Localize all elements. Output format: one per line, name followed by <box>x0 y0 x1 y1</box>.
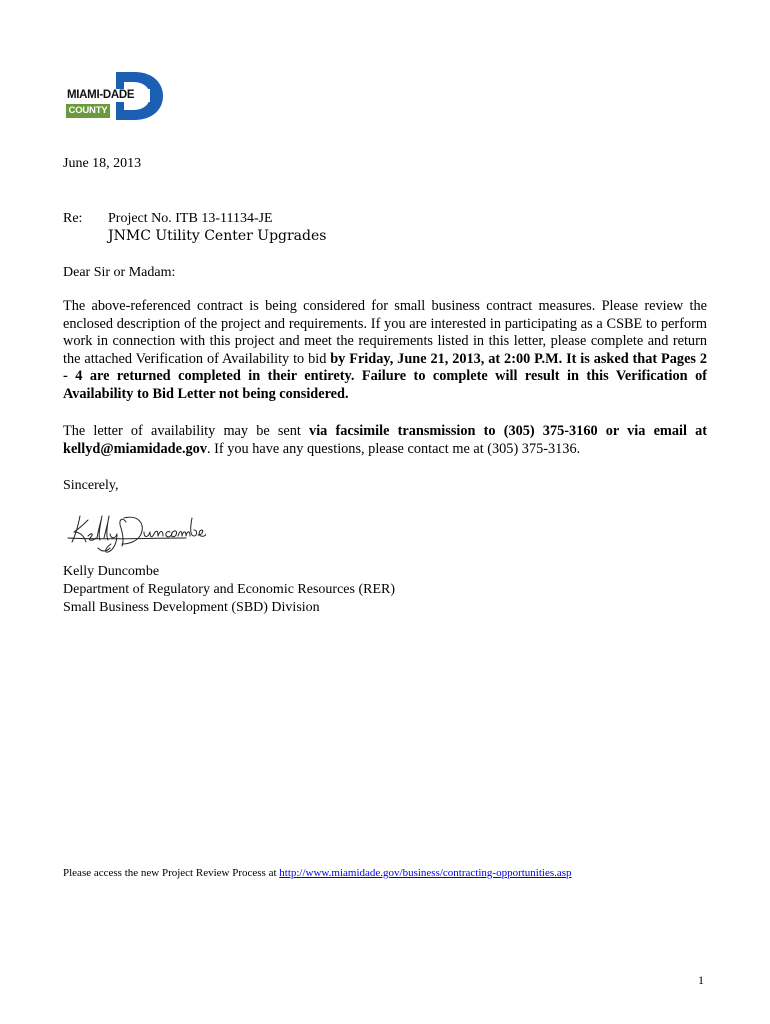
letter-date: June 18, 2013 <box>63 156 142 171</box>
handwritten-signature <box>66 508 206 558</box>
paragraph-submission <box>63 423 707 458</box>
salutation: Dear Sir or Madam: <box>63 265 176 280</box>
miami-dade-county-logo <box>64 71 164 121</box>
signer-division: Small Business Development (SBD) Division <box>63 600 320 615</box>
paragraph-submission-text-b: . If you have any questions, please contact me at (305) 375-3136. <box>206 440 581 457</box>
footer-note-text: Please access the new Project Review Process at <box>63 867 280 879</box>
re-label: Re: <box>63 211 83 226</box>
page-number: 1 <box>698 973 704 987</box>
project-title: JNMC Utility Center Upgrades <box>108 228 327 244</box>
signer-name: Kelly Duncombe <box>63 564 160 579</box>
footer-note <box>63 866 572 880</box>
closing: Sincerely, <box>63 478 119 493</box>
paragraph-submission-contact: via facsimile transmission to (305) 375-3160 or via email at kellyd@miamidade.gov <box>63 423 707 457</box>
contracting-opportunities-link[interactable]: http://www.miamidade.gov/business/contracting-opportunities.asp <box>279 867 572 879</box>
logo-text-county: COUNTY <box>66 104 110 118</box>
logo-text-miami-dade: MIAMI-DADE <box>66 89 150 102</box>
project-number: Project No. ITB 13-11134-JE <box>108 211 273 226</box>
paragraph-requirements <box>63 298 707 403</box>
paragraph-requirements-text: The above-referenced contract is being considered for small business contract measures. Please review the enclosed description of the project and requirements. If you are interested in participating as a CSBE to perform work in connection with this project and meet the requirements listed in this letter, please complete and return the attached Verification of Availability to bid <box>63 298 707 367</box>
paragraph-submission-text-a: The letter of availability may be sent <box>63 423 310 439</box>
paragraph-requirements-deadline: by Friday, June 21, 2013, at 2:00 P.M. It is asked that Pages 2 - 4 are returned completed in their entirety. Failure to complete will result in this Verification of Availability to Bid Letter not being considered. <box>63 350 708 402</box>
signer-department: Department of Regulatory and Economic Resources (RER) <box>63 582 396 597</box>
